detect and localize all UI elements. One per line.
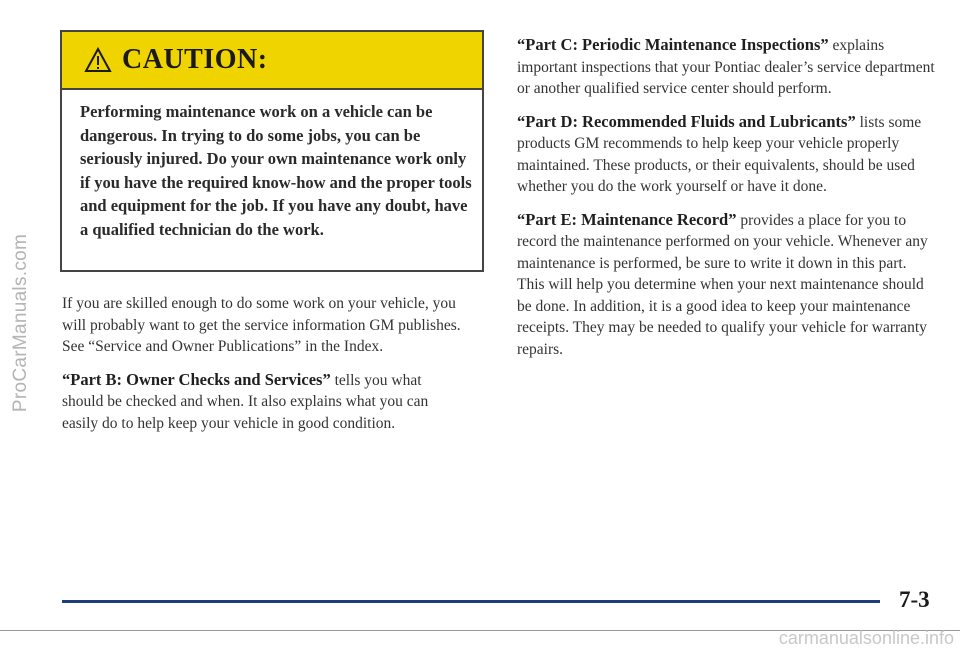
paragraph-heading: “Part D: Recommended Fluids and Lubricants” (517, 111, 856, 131)
paragraph (517, 34, 937, 100)
paragraph-text: If you are skilled enough to do some work on your vehicle, you will probably want to get the service information GM publishes. See “Service and Owner Publications” in the Index. (62, 295, 461, 355)
paragraph (62, 369, 462, 435)
warning-triangle-icon (84, 47, 112, 73)
paragraph-text: provides a place for you to record the maintenance performed on your vehicle. Whenever any maintenance is performed, be sure to write it down in this part. This will help you determine when your next maintenance should be done. In addition, it is a good idea to keep your maintenance receipts. They may be needed to qualify your vehicle for warranty repairs. (517, 211, 928, 358)
page-number: 7-3 (899, 587, 930, 612)
caution-box (60, 30, 484, 272)
side-watermark-text: ProCarManuals.com (10, 233, 31, 413)
footer-watermark: carmanualsonline.info (778, 628, 954, 648)
caution-body: Performing maintenance work on a vehicle can be dangerous. In trying to do some jobs, you can be seriously injured. Do your own maintenance work only if you have the required know-how and the proper tools and equipment for the job. If you have any doubt, have a qualified technician do the work. (80, 102, 472, 239)
paragraph (62, 292, 462, 358)
paragraph-text: lists some products GM recommends to help keep your vehicle properly maintained. These products, or their equivalents, should be used whether you do the work yourself or have it done. (517, 113, 922, 195)
bottom-rule (62, 600, 880, 603)
paragraph-text: tells you what should be checked and when. It also explains what you can easily do to help keep your vehicle in good condition. (62, 371, 429, 432)
paragraph-heading: “Part E: Maintenance Record” (517, 209, 737, 229)
right-column (517, 34, 937, 371)
paragraph-text: explains important inspections that your Pontiac dealer’s service department or another qualified service center should perform. (517, 37, 935, 97)
paragraph (517, 209, 937, 361)
paragraph-heading: “Part C: Periodic Maintenance Inspections” (517, 35, 829, 54)
side-watermark (4, 0, 38, 646)
paragraph-heading: “Part B: Owner Checks and Services” (62, 369, 331, 389)
paragraph (517, 111, 937, 198)
caution-header (62, 32, 482, 90)
caution-title: CAUTION: (122, 44, 268, 75)
left-column (62, 292, 462, 445)
